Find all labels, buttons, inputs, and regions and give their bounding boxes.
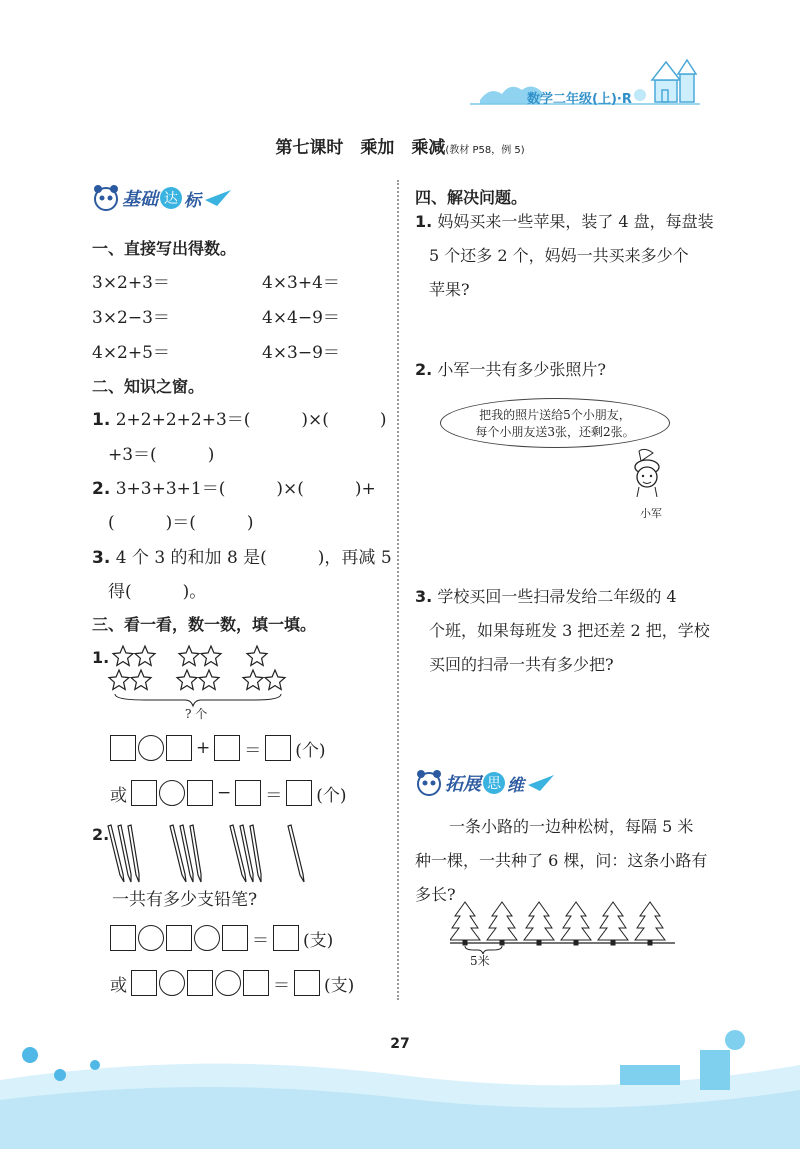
panda-icon bbox=[92, 183, 120, 213]
s4-q2 bbox=[415, 353, 606, 387]
badge-extend-a: 拓展 bbox=[445, 774, 481, 795]
q-text-line: 个班，如果每班发 3 把还差 2 把，学校 bbox=[429, 621, 710, 640]
operator-circle[interactable] bbox=[194, 925, 220, 951]
answer-box[interactable] bbox=[214, 735, 240, 761]
op-plus: + bbox=[196, 738, 211, 758]
s2-q2-line2: ( )＝( ) bbox=[108, 513, 254, 533]
stars-caption: ? 个 bbox=[185, 707, 208, 721]
q-text-line: 学校买回一些扫帚发给二年级的 4 bbox=[437, 587, 677, 606]
q-text-line: 妈妈买来一些苹果，装了 4 盘，每盘装 bbox=[437, 212, 714, 231]
star-icon bbox=[131, 670, 151, 690]
answer-box[interactable] bbox=[265, 735, 291, 761]
unit: (个) bbox=[316, 785, 347, 806]
pine-tree-icon bbox=[598, 902, 628, 945]
operator-circle[interactable] bbox=[159, 780, 185, 806]
badge-extend bbox=[415, 768, 556, 798]
pencil-icon bbox=[108, 825, 124, 882]
series-label: 数学二年级(上)·R bbox=[527, 92, 632, 107]
pencil-icon bbox=[288, 825, 304, 882]
paper-plane-icon bbox=[203, 188, 233, 208]
castle-icon bbox=[652, 60, 696, 102]
equation-3 bbox=[110, 925, 335, 951]
pine-tree-icon bbox=[487, 902, 517, 945]
badge-extend-c: 维 bbox=[507, 775, 524, 796]
star-icon bbox=[247, 646, 267, 666]
unit: (支) bbox=[303, 930, 334, 951]
answer-box[interactable] bbox=[235, 780, 261, 806]
ext-line: 多长? bbox=[415, 885, 456, 904]
calc-4: 4×4−9＝ bbox=[262, 308, 340, 328]
s3-q2-number: 2. bbox=[92, 825, 110, 844]
pine-tree-icon bbox=[635, 902, 665, 945]
speech-bubble bbox=[440, 398, 670, 448]
op-equals: ＝ bbox=[252, 930, 269, 951]
answer-box[interactable] bbox=[131, 970, 157, 996]
star-icon bbox=[113, 646, 133, 666]
column-divider bbox=[397, 180, 399, 1000]
q-number: 2. bbox=[415, 360, 433, 379]
answer-box[interactable] bbox=[222, 925, 248, 951]
tree-caption: 5米 bbox=[470, 954, 490, 968]
badge-basic-b: 达 bbox=[160, 187, 182, 209]
pencil-icon bbox=[230, 825, 246, 882]
pencil-group bbox=[108, 825, 139, 882]
badge-extend-b: 思 bbox=[483, 772, 505, 794]
answer-box[interactable] bbox=[187, 780, 213, 806]
s2-q3-line1 bbox=[92, 543, 392, 568]
equation-2 bbox=[108, 780, 349, 806]
or-label: 或 bbox=[110, 785, 127, 806]
q-text-line: 5 个还多 2 个，妈妈一共买来多少个 bbox=[429, 246, 689, 265]
answer-box[interactable] bbox=[166, 925, 192, 951]
header-decoration bbox=[0, 0, 800, 120]
calc-2: 4×3+4＝ bbox=[262, 273, 340, 293]
q-number: 1. bbox=[92, 410, 111, 430]
q-number: 2. bbox=[92, 479, 111, 499]
q-text: 3+3+3+1＝( )×( )+ bbox=[115, 479, 376, 499]
bubble-line: 把我的照片送给5个小朋友， bbox=[479, 408, 631, 422]
q-number: 3. bbox=[415, 587, 433, 606]
op-equals: ＝ bbox=[273, 975, 290, 996]
s2-q1-line1 bbox=[92, 405, 387, 430]
title-sub: (教材 P58，例 5) bbox=[445, 145, 525, 156]
section1-heading: 一、直接写出得数。 bbox=[92, 239, 237, 258]
q-text-line: 苹果? bbox=[429, 280, 470, 299]
q-text: 小军一共有多少张照片? bbox=[437, 360, 606, 379]
s2-q1-line2: +3＝( ) bbox=[108, 445, 215, 465]
s2-q3-line2: 得( )。 bbox=[108, 582, 207, 602]
pencil-icon bbox=[128, 825, 139, 882]
tree-icon bbox=[634, 89, 646, 101]
operator-circle[interactable] bbox=[215, 970, 241, 996]
boy-icon bbox=[625, 447, 675, 497]
answer-box[interactable] bbox=[273, 925, 299, 951]
ext-line: 种一棵，一共种了 6 棵，问：这条小路有 bbox=[415, 851, 708, 870]
pencil-icon bbox=[170, 825, 186, 882]
pine-tree-icon bbox=[450, 902, 480, 940]
pencils-figure bbox=[104, 820, 324, 885]
op-equals: ＝ bbox=[244, 740, 262, 761]
extension-problem bbox=[415, 810, 707, 912]
pencil-icon bbox=[250, 825, 261, 882]
s4-q3 bbox=[415, 580, 710, 682]
q-number: 3. bbox=[92, 548, 111, 568]
star-icon bbox=[109, 670, 129, 690]
pencil-question: 一共有多少支铅笔? bbox=[112, 890, 258, 910]
operator-circle[interactable] bbox=[138, 735, 164, 761]
op-minus: − bbox=[217, 783, 232, 803]
section2-heading: 二、知识之窗。 bbox=[92, 377, 205, 396]
star-icon bbox=[243, 670, 263, 690]
q-number: 1. bbox=[415, 212, 433, 231]
star-icon bbox=[265, 670, 285, 690]
badge-basic bbox=[92, 183, 233, 213]
q-text-line: 买回的扫帚一共有多少把? bbox=[429, 655, 614, 674]
s3-q1-number: 1. bbox=[92, 648, 110, 667]
s2-q2-line1 bbox=[92, 474, 376, 499]
lesson-title bbox=[0, 133, 800, 158]
pine-tree-icon bbox=[561, 902, 591, 945]
answer-box[interactable] bbox=[286, 780, 312, 806]
bubble-tail bbox=[639, 449, 653, 461]
calc-1: 3×2+3＝ bbox=[92, 273, 170, 293]
star-icon bbox=[135, 646, 155, 666]
or-label: 或 bbox=[110, 975, 127, 996]
badge-basic-a: 基础 bbox=[122, 189, 158, 210]
q-text: 2+2+2+2+3＝( )×( ) bbox=[115, 410, 387, 430]
operator-circle[interactable] bbox=[159, 970, 185, 996]
answer-box[interactable] bbox=[187, 970, 213, 996]
answer-box[interactable] bbox=[110, 925, 136, 951]
answer-box[interactable] bbox=[243, 970, 269, 996]
section3-heading: 三、看一看，数一数，填一填。 bbox=[92, 615, 317, 634]
badge-basic-c: 标 bbox=[184, 190, 201, 211]
star-icon bbox=[177, 670, 197, 690]
title-main: 第七课时 乘加 乘减 bbox=[275, 138, 446, 158]
page-number: 27 bbox=[390, 1036, 410, 1052]
q-text: 4 个 3 的和加 8 是( )，再减 5 bbox=[115, 548, 392, 568]
answer-box[interactable] bbox=[294, 970, 320, 996]
panda-icon bbox=[415, 768, 443, 798]
bubble-line: 每个小朋友送3张，还剩2张。 bbox=[475, 425, 635, 439]
boy-name: 小军 bbox=[640, 507, 662, 520]
answer-box[interactable] bbox=[131, 780, 157, 806]
equation-4 bbox=[108, 970, 356, 996]
pencil-icon bbox=[190, 825, 201, 882]
equation-1 bbox=[110, 735, 328, 761]
ext-line: 一条小路的一边种松树，每隔 5 米 bbox=[449, 817, 694, 836]
operator-circle[interactable] bbox=[138, 925, 164, 951]
star-icon bbox=[179, 646, 199, 666]
answer-box[interactable] bbox=[110, 735, 136, 761]
unit: (个) bbox=[295, 740, 326, 761]
calc-6: 4×3−9＝ bbox=[262, 343, 340, 363]
answer-box[interactable] bbox=[166, 735, 192, 761]
calc-3: 3×2−3＝ bbox=[92, 308, 170, 328]
star-icon bbox=[201, 646, 221, 666]
paper-plane-icon bbox=[526, 773, 556, 793]
calc-5: 4×2+5＝ bbox=[92, 343, 170, 363]
star-icon bbox=[199, 670, 219, 690]
unit: (支) bbox=[324, 975, 355, 996]
op-equals: ＝ bbox=[265, 785, 283, 806]
pine-tree-icon bbox=[524, 902, 554, 945]
s4-q1 bbox=[415, 205, 714, 307]
section4-heading: 四、解决问题。 bbox=[415, 188, 528, 207]
